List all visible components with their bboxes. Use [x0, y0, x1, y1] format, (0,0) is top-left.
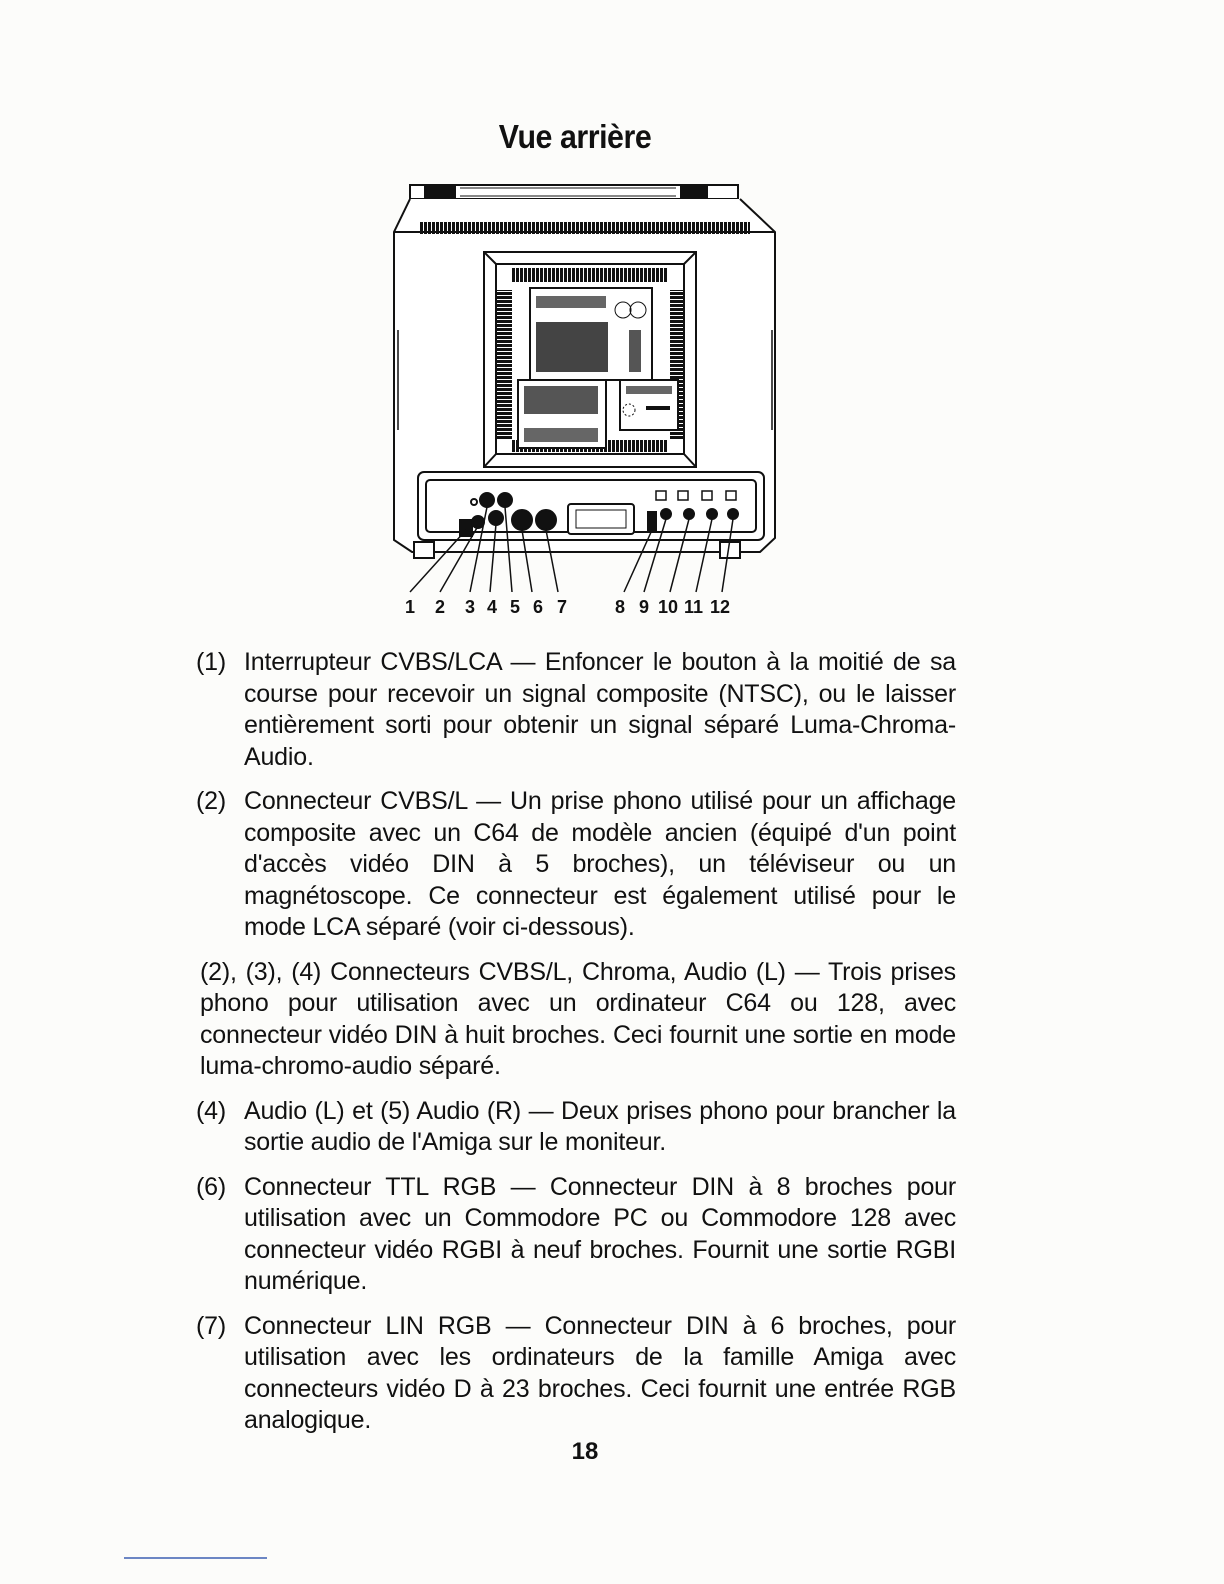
item-text: Connecteur TTL RGB — Connecteur DIN à 8 broches pour utilisation avec un Commodore PC ou Commodore 128 avec connecteur vidéo RGBI à neuf broches. Fournit une sortie RGBI numérique.	[244, 1172, 956, 1295]
callout-12: 12	[710, 597, 731, 617]
callout-7: 7	[557, 597, 568, 617]
item-text: Connecteur CVBS/L — Un prise phono utilisé pour un affichage composite avec un C64 de modèle ancien (équipé d'un point d'accès vidéo DIN à 5 broches), un téléviseur ou un magnétoscope. Ce connecteur est également utilisé pour le mode LCA séparé (voir ci-dessous).	[244, 787, 956, 941]
item-number: (7)	[196, 1311, 226, 1340]
footer-rule	[124, 1557, 267, 1559]
list-item	[196, 647, 956, 773]
item-text	[200, 957, 956, 1083]
callout-5: 5	[510, 597, 521, 617]
item-number: (6)	[196, 1172, 226, 1201]
callout-2: 2	[435, 597, 446, 617]
list-item	[196, 957, 956, 1083]
callout-1: 1	[405, 597, 416, 617]
callout-9: 9	[639, 597, 650, 617]
list-item	[196, 1172, 956, 1298]
list-item	[196, 1096, 956, 1159]
callout-8: 8	[615, 597, 626, 617]
item-number: (2), (3), (4)	[200, 957, 322, 986]
callout-11: 11	[684, 597, 704, 617]
item-text-body: Connecteurs CVBS/L, Chroma, Audio (L) — Trois prises phono pour utilisation avec un ordinateur C64 ou 128, avec connecteur vidéo DIN à huit broches. Ceci fournit une sortie en mode luma-chromo-audio séparé.	[200, 957, 956, 1080]
list-item	[196, 1311, 956, 1437]
callout-6: 6	[533, 597, 544, 617]
item-text: Connecteur LIN RGB — Connecteur DIN à 6 broches, pour utilisation avec les ordinateurs de la famille Amiga avec connecteurs vidéo D à 23 broches. Ceci fournit une entrée RGB analogique.	[244, 1311, 956, 1434]
top-grill	[420, 222, 750, 234]
item-number: (1)	[196, 648, 226, 676]
callout-10: 10	[658, 597, 679, 617]
connector-description-list	[196, 647, 956, 1450]
page-title: Vue arrière	[498, 118, 652, 155]
callout-3: 3	[465, 597, 476, 617]
callout-4: 4	[487, 597, 498, 617]
callout-numbers	[405, 597, 745, 627]
list-item	[196, 786, 956, 944]
item-text: Audio (L) et (5) Audio (R) — Deux prises phono pour brancher la sortie audio de l'Amiga sur le moniteur.	[244, 1096, 956, 1156]
item-number: (4)	[196, 1096, 226, 1125]
item-number: (2)	[196, 787, 226, 815]
monitor-rear-view-illustration	[380, 180, 800, 630]
page-number: 18	[571, 1438, 599, 1465]
item-text: Interrupteur CVBS/LCA — Enfoncer le bouton à la moitié de sa course pour recevoir un signal composite (NTSC), ou le laisser entièrement sorti pour obtenir un signal séparé Luma-Chroma-Audio.	[244, 648, 956, 771]
